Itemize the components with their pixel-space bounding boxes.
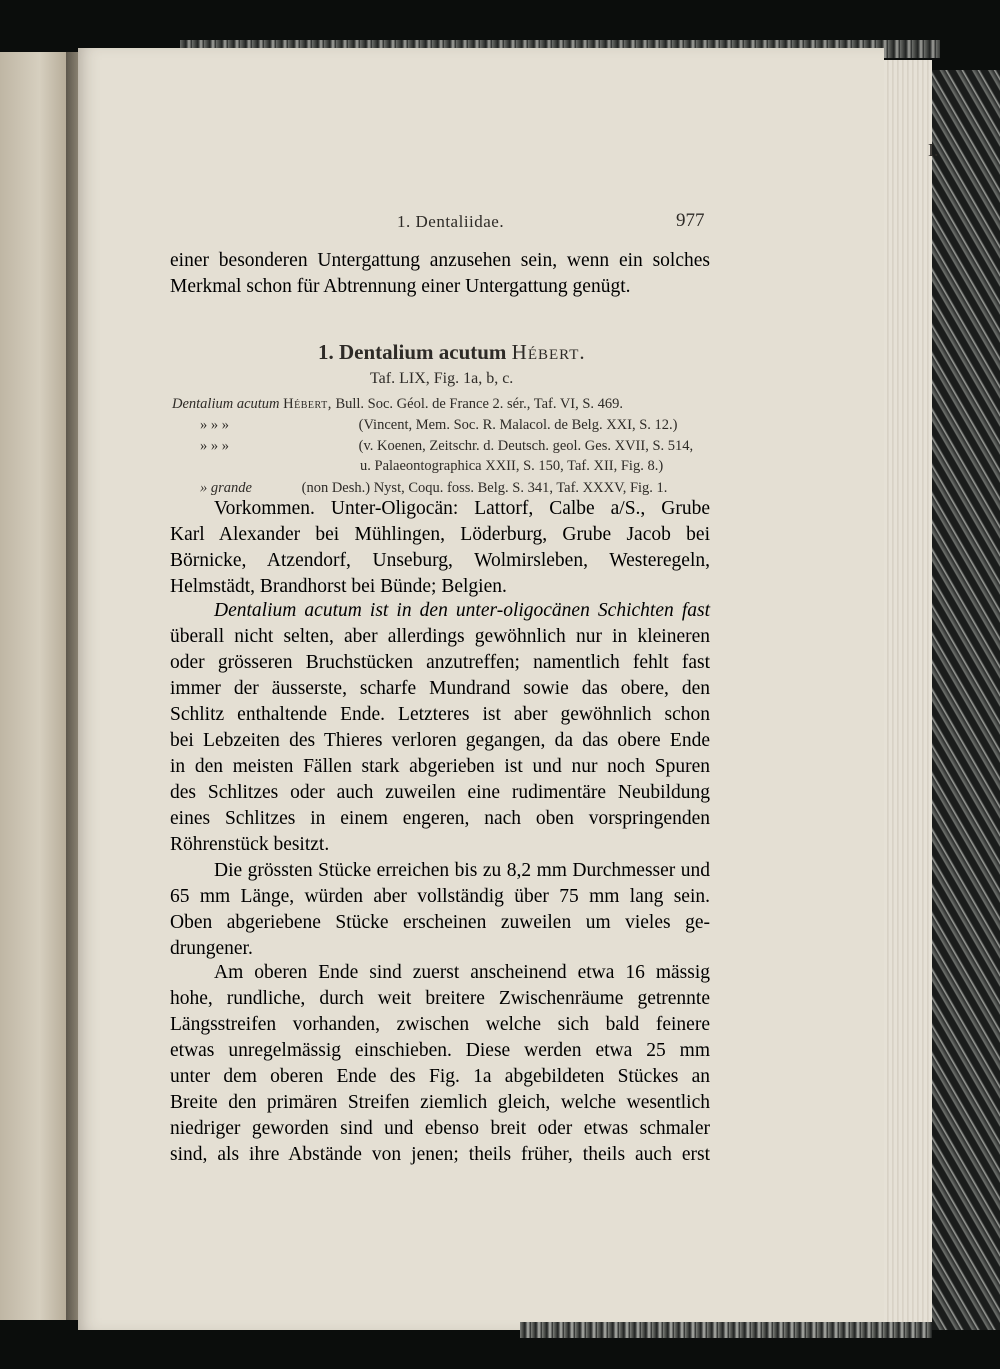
text-line: etwas unregelmässig einschieben. Diese werden etwa 25 mm	[170, 1040, 710, 1061]
text-line: Oben abgeriebene Stücke erscheinen zuweilen um vieles ge-	[170, 912, 710, 933]
synonym-name: » » »	[200, 417, 229, 433]
synonym-author: Hébert,	[283, 396, 332, 412]
text-line: überall nicht selten, aber allerdings gewöhnlich nur in kleineren	[170, 626, 710, 647]
text-line: Am oberen Ende sind zuerst anscheinend etwa 16 mässig	[214, 962, 710, 983]
text-line: oder grösseren Bruchstücken anzutreffen; namentlich fehlt fast	[170, 652, 710, 673]
species-heading	[318, 340, 586, 365]
synonym-ref: (Vincent, Mem. Soc. R. Malacol. de Belg. XXI, S. 12.)	[358, 417, 678, 433]
page-number: 977	[676, 210, 705, 231]
species-number: 1.	[318, 340, 334, 364]
text-line: Breite den primären Streifen ziemlich gleich, welche wesentlich	[170, 1092, 710, 1113]
book-bottom-edge	[520, 1322, 932, 1338]
synonymy-line	[172, 396, 623, 413]
cover-label: I.	[928, 140, 939, 160]
text-line: sind, als ihre Abstände von jenen; theils früher, theils auch erst	[170, 1144, 710, 1165]
text-line: Dentalium acutum ist in den unter-oligocänen Schichten fast	[214, 600, 710, 621]
text-line: immer der äusserste, scharfe Mundrand sowie das obere, den	[170, 678, 710, 699]
plate-reference: Taf. LIX, Fig. 1a, b, c.	[370, 370, 514, 387]
species-name: Dentalium acutum	[339, 340, 507, 364]
page-stack-edges	[884, 60, 932, 1330]
species-author: Hébert.	[511, 340, 586, 364]
description-paragraph-2	[170, 858, 710, 962]
intro-paragraph	[170, 248, 710, 300]
text-line: hohe, rundliche, durch weit breitere Zwischenräume getrennte	[170, 988, 710, 1009]
synonymy-line	[200, 480, 667, 497]
synonymy-line	[360, 458, 663, 475]
book-cover-marbled	[932, 70, 1000, 1330]
vorkommen-paragraph	[170, 496, 710, 600]
text-line: eines Schlitzes in einem engeren, nach oben vorspringenden	[170, 808, 710, 829]
text-line: Börnicke, Atzendorf, Unseburg, Wolmirsleben, Westeregeln,	[170, 550, 710, 571]
synonym-ref: (non Desh.) Nyst, Coqu. foss. Belg. S. 341, Taf. XXXV, Fig. 1.	[301, 480, 668, 496]
text-line: Helmstädt, Brandhorst bei Bünde; Belgien.	[170, 576, 507, 597]
text-line: des Schlitzes oder auch zuweilen eine rudimentäre Neubildung	[170, 782, 710, 803]
text-line: bei Lebzeiten des Thieres verloren gegangen, da das obere Ende	[170, 730, 710, 751]
text-line: Karl Alexander bei Mühlingen, Löderburg, Grube Jacob bei	[170, 524, 710, 545]
text-line: Schlitz enthaltende Ende. Letzteres ist aber gewöhnlich schon	[170, 704, 710, 725]
text-line: 65 mm Länge, würden aber vollständig über 75 mm lang sein.	[170, 886, 710, 907]
synonym-name: » grande	[200, 480, 252, 496]
synonym-name: Dentalium acutum	[172, 396, 280, 412]
description-paragraph-1	[170, 598, 710, 858]
synonymy-line	[200, 438, 693, 455]
left-page-edge	[0, 52, 66, 1320]
synonym-ref: u. Palaeontographica XXII, S. 150, Taf. XII, Fig. 8.)	[360, 458, 664, 474]
running-title: 1. Dentaliidae.	[397, 212, 505, 231]
text-line: unter dem oberen Ende des Fig. 1a abgebildeten Stückes an	[170, 1066, 710, 1087]
text-line: Die grössten Stücke erreichen bis zu 8,2 mm Durchmesser und	[214, 860, 710, 881]
synonym-ref: Bull. Soc. Géol. de France 2. sér., Taf. VI, S. 469.	[335, 396, 624, 412]
synonymy-line	[200, 417, 678, 434]
description-paragraph-3	[170, 960, 710, 1168]
text-line: Merkmal schon für Abtrennung einer Untergattung genügt.	[170, 276, 631, 297]
text-line: Röhrenstück besitzt.	[170, 834, 330, 855]
text-line: in den meisten Fällen stark abgerieben ist und nur noch Spuren	[170, 756, 710, 777]
text-line: Vorkommen. Unter-Oligocän: Lattorf, Calbe a/S., Grube	[214, 498, 710, 519]
text-line: drungener.	[170, 938, 253, 959]
text-line: Längsstreifen vorhanden, zwischen welche sich bald feinere	[170, 1014, 710, 1035]
synonym-ref: (v. Koenen, Zeitschr. d. Deutsch. geol. Ges. XVII, S. 514,	[358, 438, 694, 454]
text-line: einer besonderen Untergattung anzusehen sein, wenn ein solches	[170, 250, 710, 271]
text-line: niedriger geworden sind und ebenso breit oder etwas schmaler	[170, 1118, 710, 1139]
synonym-name: » » »	[200, 438, 229, 454]
